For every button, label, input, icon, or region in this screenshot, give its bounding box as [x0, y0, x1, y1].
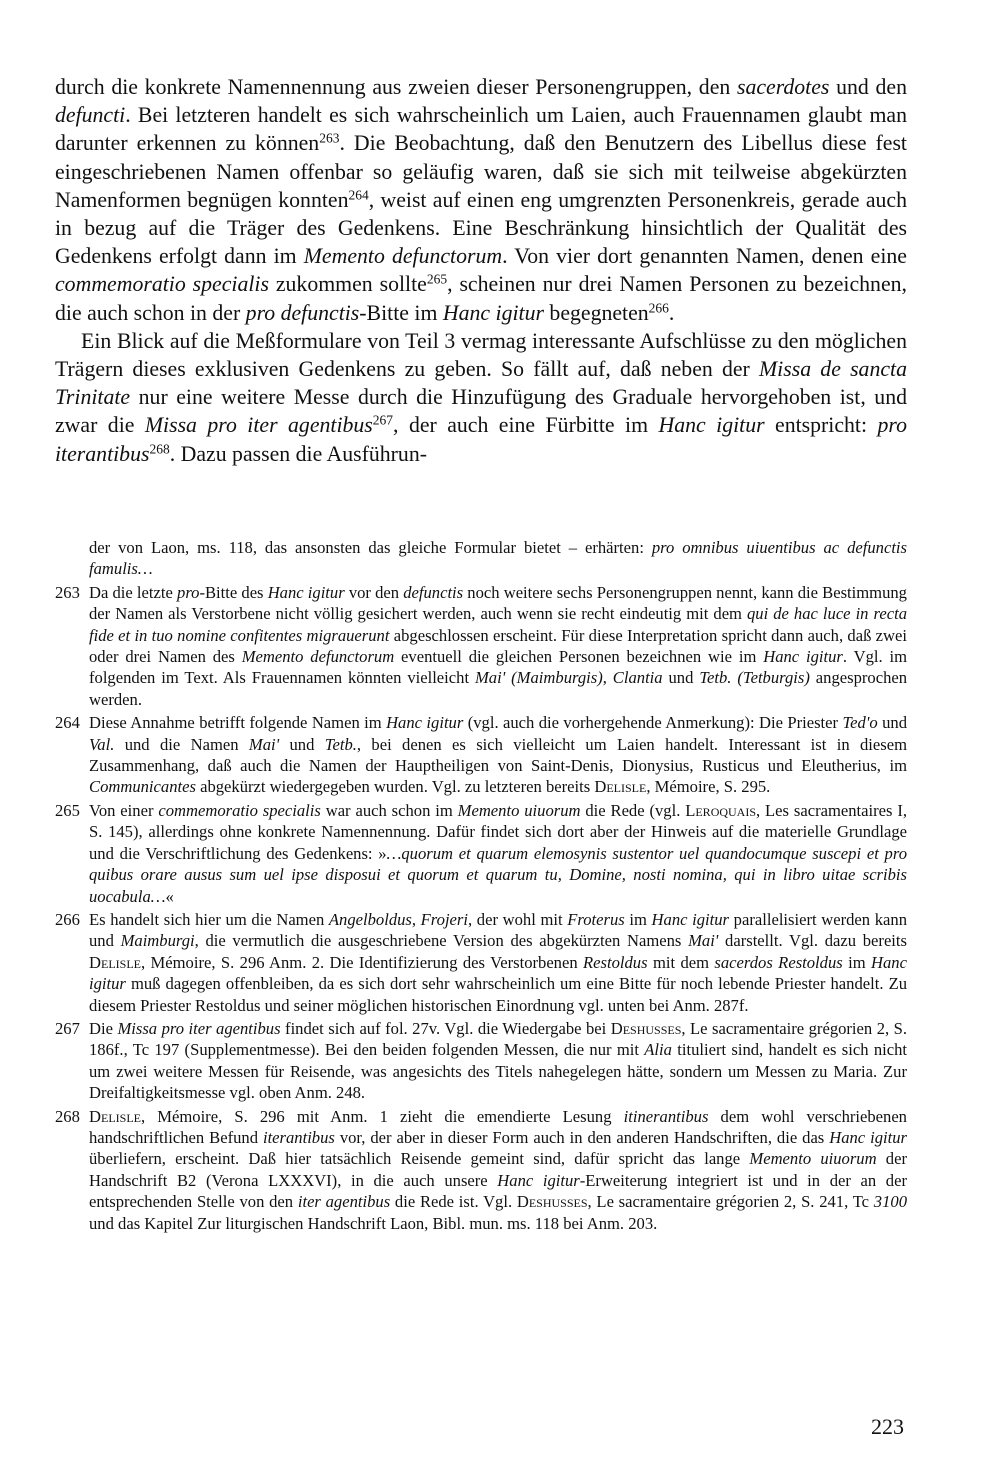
- page-number: 223: [871, 1414, 904, 1439]
- main-text: [55, 73, 907, 468]
- footnote-text: Die Missa pro iter agentibus findet sich auf fol. 27v. Vgl. die Wiedergabe bei Deshusses, Le sacramentaire grégorien 2, S. 186f., Tc 197 (Supplementmesse). Bei den beiden folgenden Messen, die nur mit Alia tituliert sind, handelt es sich nicht um zwei weitere Messen für Reisende, was angesichts des Titels nahegelegen hätte, sondern um Messen zu Maria. Zur Dreifaltigkeitsmesse vgl. oben Anm. 248.: [89, 1018, 907, 1103]
- footnote-number: 265: [55, 800, 80, 820]
- footnote-265: [55, 800, 907, 907]
- footnote-text: Da die letzte pro-Bitte des Hanc igitur vor den defunctis noch weitere sechs Personengruppen nennt, kann die Bestimmung der Namen als Verstorbene nicht völlig gesichert werden, auch wenn sie recht eindeutig mit dem qui de hac luce in recta fide et in tuo nomine confitentes migrauerunt abgeschlossen erscheint. Für diese Interpretation spricht dann auch, daß zwei oder drei Namen des Memento defunctorum eventuell die gleichen Personen bezeichnen wie im Hanc igitur. Vgl. im folgenden im Text. Als Frauennamen könnten vielleicht Mai' (Maimburgis), Clantia und Tetb. (Tetburgis) angesprochen werden.: [89, 582, 908, 709]
- footnote-text: Es handelt sich hier um die Namen Angelboldus, Frojeri, der wohl mit Froterus im Hanc igitur parallelisiert werden kann und Maimburgi, die vermutlich die ausgeschriebene Version des abgekürzten Namens Mai' darstellt. Vgl. dazu bereits Delisle, Mémoire, S. 296 Anm. 2. Die Identifizierung des Verstorbenen Restoldus mit dem sacerdos Restoldus im Hanc igitur muß dagegen offenbleiben, da es sich dort sehr wahrscheinlich um eine Bitte für noch lebende Priester handelt. Zu diesem Priester Restoldus und seiner möglichen historischen Einordnung vgl. unten bei Anm. 287f.: [89, 909, 907, 1015]
- footnotes: [55, 537, 907, 1236]
- footnote-text: Von einer commemoratio specialis war auch schon im Memento uiuorum die Rede (vgl. Leroquais, Les sacramentaires I, S. 145), allerdings ohne konkrete Namennennung. Dafür findet sich dort aber der Hinweis auf die materielle Grundlage und die Verschriftlichung des Gedenkens: »…quorum et quarum elemosynis sustentor uel quandocumque suscepi et pro quibus orare ausus sum uel ipse disposui et quorum et quarum tu, Domine, nosti nomina, qui in libro uitae scribis uocabula…«: [89, 800, 908, 906]
- footnote-text: Delisle, Mémoire, S. 296 mit Anm. 1 zieht die emendierte Lesung itinerantibus dem wohl verschriebenen handschriftlichen Befund iterantibus vor, der aber in dieser Form auch in den anderen Handschriften, die das Hanc igitur überliefern, erscheint. Daß hier tatsächlich Reisende gemeint sind, dafür spricht das lange Memento uiuorum der Handschrift B2 (Verona LXXXVI), in die auch unsere Hanc igitur-Erweiterung integriert ist und in der an der entsprechenden Stelle von den iter agentibus die Rede ist. Vgl. Deshusses, Le sacramentaire grégorien 2, S. 241, Tc 3100 und das Kapitel Zur liturgischen Handschrift Laon, Bibl. mun. ms. 118 bei Anm. 203.: [89, 1106, 907, 1233]
- footnote-text: Diese Annahme betrifft folgende Namen im Hanc igitur (vgl. auch die vorhergehende Anmerkung): Die Priester Ted'o und Val. und die Namen Mai' und Tetb., bei denen es sich vielleicht um Laien handelt. Interessant ist in diesem Zusammenhang, daß auch die Namen der Hauptheiligen von Saint-Denis, Dionysius, Rusticus und Eleutherius, im Communicantes abgekürzt wiedergegeben wurden. Vgl. zu letzteren bereits Delisle, Mémoire, S. 295.: [89, 713, 907, 797]
- footnote-267: [55, 1018, 907, 1104]
- footnote-263: [55, 582, 907, 710]
- footnote-continuation: der von Laon, ms. 118, das ansonsten das gleiche Formular bietet – erhärten: pro omnibus uiuentibus ac defunctis famulis…: [89, 538, 907, 579]
- footnote-number: 268: [55, 1106, 80, 1126]
- main-paragraph-2: Ein Blick auf die Meßformulare von Teil 3 vermag interessante Aufschlüsse zu den möglichen Trägern dieses exklusiven Gedenkens zu geben. So fällt auf, daß neben der Missa de sancta Trinitate nur eine weitere Messe durch die Hinzufügung des Graduale hervorgehoben ist, und zwar die Missa pro iter agentibus$^{267}$, der auch eine Fürbitte im Hanc igitur entspricht: pro iterantibus$^{268}$. Dazu passen die Ausführun-: [55, 328, 907, 466]
- footnote-number: 263: [55, 582, 80, 602]
- footnote-268: [55, 1106, 907, 1234]
- footnote-264: [55, 712, 907, 798]
- footnote-number: 266: [55, 909, 80, 929]
- footnote-number: 267: [55, 1018, 80, 1038]
- footnote-number: 264: [55, 713, 80, 733]
- main-paragraph-1: durch die konkrete Namennennung aus zweien dieser Personengruppen, den sacerdotes und den defuncti. Bei letzteren handelt es sich wahrscheinlich um Laien, auch Frauennamen glaubt man darunter erkennen zu können$^{263}$. Die Beobachtung, daß den Benutzern des Libellus diese fest eingeschriebenen Namen offenbar so geläufig waren, daß sie sich mit teilweise abgekürzten Namenformen begnügen konnten$^{264}$, weist auf einen eng umgrenzten Personenkreis, gerade auch in bezug auf die Träger des Gedenkens. Eine Beschränkung hinsichtlich der Qualität des Gedenkens erfolgt dann im Memento defunctorum. Von vier dort genannten Namen, denen eine commemoratio specialis zukommen sollte$^{265}$, scheinen nur drei Namen Personen zu bezeichnen, die auch schon in der pro defunctis-Bitte im Hanc igitur begegneten$^{266}$.: [55, 75, 907, 325]
- footnote-266: [55, 909, 907, 1016]
